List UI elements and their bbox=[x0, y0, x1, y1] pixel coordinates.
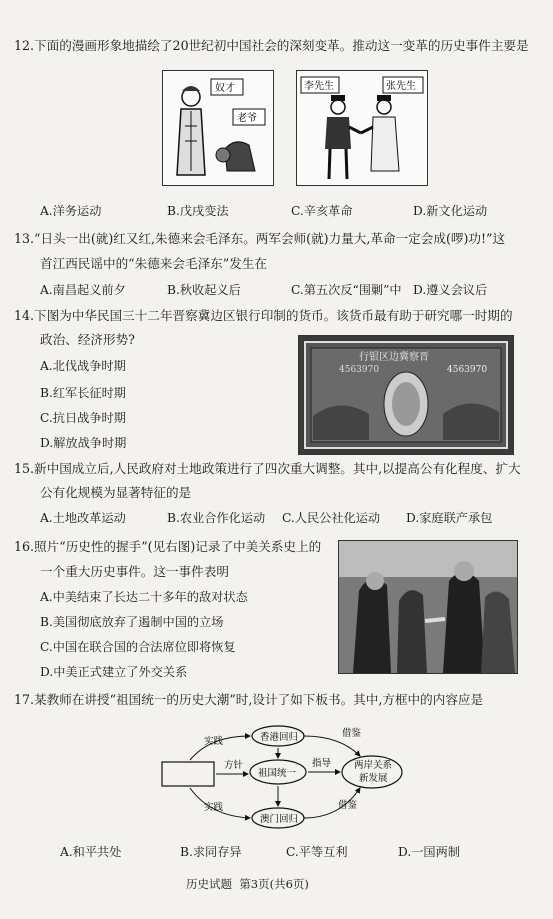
q13-option-b: B.秋收起义后 bbox=[167, 283, 241, 297]
q14-option-c: C.抗日战争时期 bbox=[40, 411, 126, 425]
q16-option-b: B.美国彻底放弃了遏制中国的立场 bbox=[40, 615, 224, 629]
q17-option-c: C.平等互利 bbox=[286, 845, 348, 859]
cross-strait-node-line2: 新发展 bbox=[359, 773, 388, 784]
comic2-label-2: 张先生 bbox=[386, 81, 416, 92]
q14-option-a: A.北伐战争时期 bbox=[40, 359, 126, 373]
q13-option-c: C.第五次反“围剿”中 bbox=[291, 283, 402, 297]
page-footer: 历史试题 第3页(共6页) bbox=[186, 877, 309, 891]
q13-option-d: D.遵义会议后 bbox=[413, 283, 488, 297]
q16-stem-line2: 一个重大历史事件。这一事件表明 bbox=[40, 564, 229, 579]
q17-option-d: D.一国两制 bbox=[398, 845, 460, 859]
q12-stem: 12.下面的漫画形象地描绘了20世纪初中国社会的深刻变革。推动这一变革的历史事件主要是 bbox=[14, 38, 529, 53]
comic-image-2 bbox=[296, 70, 428, 186]
q15-stem-line2: 公有化规模为显著特征的是 bbox=[40, 485, 192, 500]
q14-stem-line2: 政治、经济形势? bbox=[40, 332, 135, 347]
q17-option-b: B.求同存异 bbox=[180, 845, 242, 859]
q12-option-b: B.戊戌变法 bbox=[167, 204, 229, 218]
q12-option-a: A.洋务运动 bbox=[40, 204, 102, 218]
q15-option-c: C.人民公社化运动 bbox=[282, 511, 381, 525]
macau-return-node: 澳门回归 bbox=[260, 814, 299, 825]
banknote-serial-left: 4563970 bbox=[339, 365, 380, 375]
q16-option-d: D.中美正式建立了外交关系 bbox=[40, 665, 188, 679]
q17-option-a: A.和平共处 bbox=[60, 845, 122, 859]
q15-stem-line1: 15.新中国成立后,人民政府对土地政策进行了四次重大调整。其中,以提高公有化程度、扩大 bbox=[14, 461, 521, 476]
q16-option-a: A.中美结束了长达二十多年的敌对状态 bbox=[40, 590, 248, 604]
q13-option-a: A.南昌起义前夕 bbox=[40, 283, 126, 297]
reference-label-bottom: 借鉴 bbox=[338, 800, 358, 811]
q16-option-c: C.中国在联合国的合法席位即将恢复 bbox=[40, 640, 236, 654]
comic-image-1 bbox=[162, 70, 274, 186]
handshake-photo bbox=[338, 540, 518, 674]
reunification-node: 祖国统一 bbox=[258, 768, 297, 779]
comic1-label-1: 奴才 bbox=[215, 83, 235, 94]
guide-label: 指导 bbox=[312, 758, 332, 769]
policy-label: 方针 bbox=[224, 760, 244, 771]
q14-option-b: B.红军长征时期 bbox=[40, 386, 126, 400]
comic2-label-1: 李先生 bbox=[304, 81, 334, 92]
practice-label-bottom: 实践 bbox=[204, 802, 224, 813]
comic1-label-2: 老爷 bbox=[237, 113, 257, 124]
hk-return-node: 香港回归 bbox=[260, 732, 299, 743]
q15-option-b: B.农业合作化运动 bbox=[167, 511, 266, 525]
q13-stem-line2: 首江西民谣中的“朱德来会毛泽东”发生在 bbox=[40, 256, 267, 271]
q12-option-c: C.辛亥革命 bbox=[291, 204, 353, 218]
q16-stem-line1: 16.照片“历史性的握手”(见右图)记录了中美关系史上的 bbox=[14, 539, 322, 554]
reference-label-top: 借鉴 bbox=[342, 728, 362, 739]
board-diagram bbox=[150, 722, 430, 834]
q14-stem-line1: 14.下图为中华民国三十二年晋察冀边区银行印制的货币。该货币最有助于研究哪一时期的 bbox=[14, 308, 513, 323]
answer-blank-box bbox=[162, 762, 214, 786]
q13-stem-line1: 13.“日头一出(就)红又红,朱德来会毛泽东。两军会师(就)力量大,革命一定会成(啰)功!”这 bbox=[14, 231, 506, 246]
banknote-header: 行银区边冀察晋 bbox=[359, 352, 429, 363]
q14-option-d: D.解放战争时期 bbox=[40, 436, 127, 450]
cross-strait-node-line1: 两岸关系 bbox=[354, 760, 393, 771]
q12-option-d: D.新文化运动 bbox=[413, 204, 488, 218]
q15-option-a: A.土地改革运动 bbox=[40, 511, 126, 525]
q17-stem: 17.某教师在讲授“祖国统一的历史大潮”时,设计了如下板书。其中,方框中的内容应是 bbox=[14, 692, 484, 707]
practice-label-top: 实践 bbox=[204, 736, 224, 747]
banknote-serial: 4563970 bbox=[447, 365, 488, 375]
q15-option-d: D.家庭联产承包 bbox=[406, 511, 493, 525]
banknote-image bbox=[298, 335, 514, 455]
